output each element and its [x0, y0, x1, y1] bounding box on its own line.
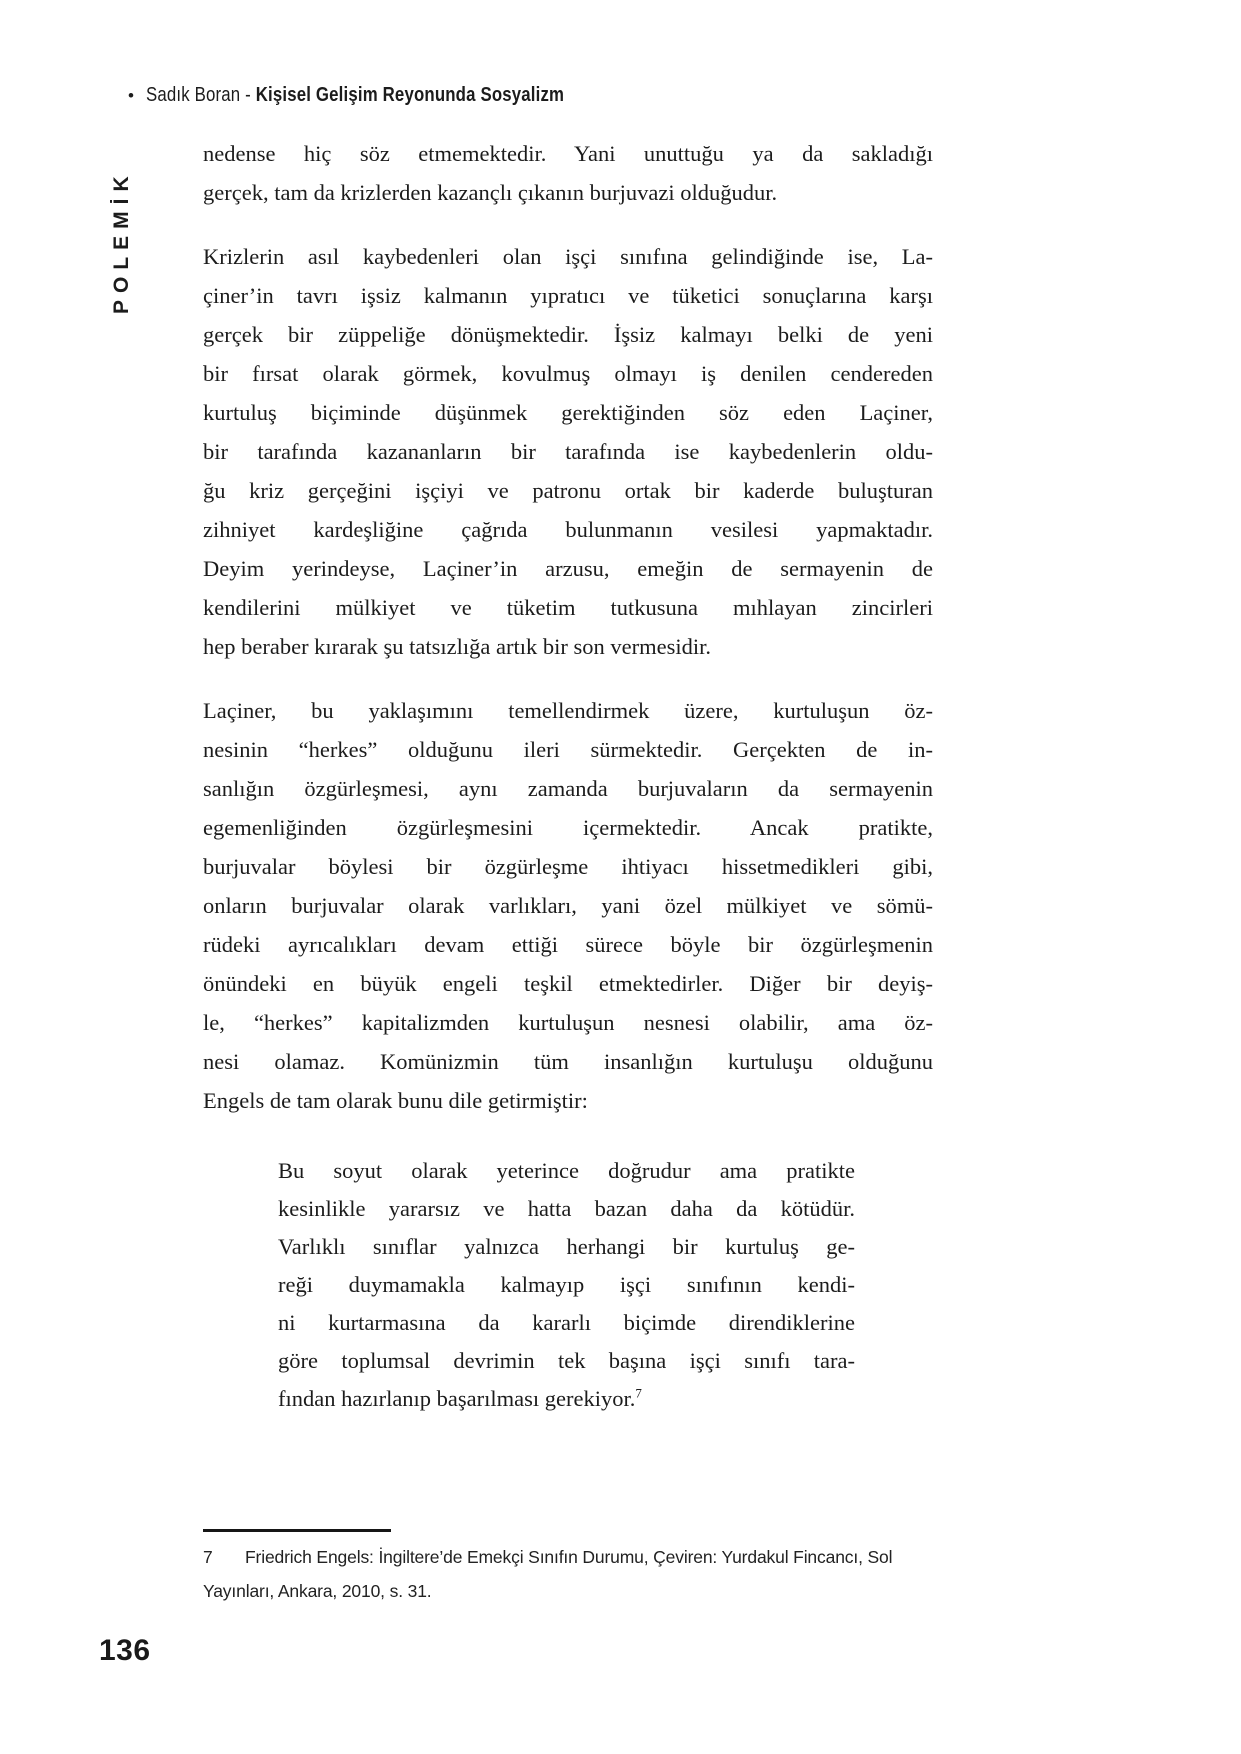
text-line: gerçek bir züppeliğe dönüşmektedir. İşsiz kalmayı belki de yeni [203, 322, 933, 347]
text-line: reği duymamakla kalmayıp işçi sınıfının kendi- [278, 1272, 855, 1297]
text-line: sanlığın özgürleşmesi, aynı zamanda burjuvaların da sermayenin [203, 776, 933, 801]
footnote-divider [203, 1529, 391, 1532]
header-bullet-icon: • [128, 85, 134, 105]
text-line: gerçek, tam da krizlerden kazançlı çıkanın burjuvazi olduğudur. [203, 180, 778, 205]
text-line: egemenliğinden özgürleşmesini içermektedir. Ancak pratikte, [203, 815, 933, 840]
text-line: Engels de tam olarak bunu dile getirmiştir: [203, 1088, 588, 1113]
text-line: kesinlikle yararsız ve hatta bazan daha da kötüdür. [278, 1196, 855, 1221]
quote-last-line-text: fından hazırlanıp başarılması gerekiyor. [278, 1386, 636, 1411]
block-quote [278, 1152, 855, 1418]
header-book-title: Kişisel Gelişim Reyonunda Sosyalizm [255, 84, 565, 106]
text-line: rüdeki ayrıcalıkları devam ettiği sürece böyle bir özgürleşmenin [203, 932, 933, 957]
text-line: kendilerini mülkiyet ve tüketim tutkusuna mıhlayan zincirleri [203, 595, 933, 620]
running-header [128, 84, 644, 107]
paragraph [203, 134, 933, 212]
text-line: bir tarafında kazananların bir tarafında ise kaybedenlerin oldu- [203, 439, 933, 464]
text-line: çiner’in tavrı işsiz kalmanın yıpratıcı ve tüketici sonuçlarına karşı [203, 283, 933, 308]
text-line: zihniyet kardeşliğine çağrıda bulunmanın vesilesi yapmaktadır. [203, 517, 933, 542]
footnote-number: 7 [203, 1547, 213, 1567]
text-line: kurtuluş biçiminde düşünmek gerektiğinden söz eden Laçiner, [203, 400, 933, 425]
text-line: göre toplumsal devrimin tek başına işçi sınıfı tara- [278, 1348, 855, 1373]
text-line: önündeki en büyük engeli teşkil etmektedirler. Diğer bir deyiş- [203, 971, 933, 996]
text-line: bir fırsat olarak görmek, kovulmuş olmayı iş denilen cendereden [203, 361, 933, 386]
text-line: onların burjuvalar olarak varlıkları, yani özel mülkiyet ve sömü- [203, 893, 933, 918]
block-quote-last-line [278, 1380, 855, 1418]
header-separator: - [240, 84, 256, 106]
text-line: hep beraber kırarak şu tatsızlığa artık bir son vermesidir. [203, 634, 711, 659]
footnote-line: Yayınları, Ankara, 2010, s. 31. [203, 1581, 432, 1601]
text-line: nesinin “herkes” olduğunu ileri sürmektedir. Gerçekten de in- [203, 737, 933, 762]
footnote [203, 1540, 951, 1608]
section-margin-label: POLEMİK [110, 169, 133, 314]
text-line: ni kurtarmasına da kararlı biçimde direndiklerine [278, 1310, 855, 1335]
paragraph [203, 691, 933, 1120]
main-text-column [203, 134, 933, 1418]
text-line: Krizlerin asıl kaybedenleri olan işçi sınıfına gelindiğinde ise, La- [203, 244, 933, 269]
text-line: Varlıklı sınıflar yalnızca herhangi bir kurtuluş ge- [278, 1234, 855, 1259]
text-line: ğu kriz gerçeğini işçiyi ve patronu ortak bir kaderde buluşturan [203, 478, 933, 503]
text-line: le, “herkes” kapitalizmden kurtuluşun nesnesi olabilir, ama öz- [203, 1010, 933, 1035]
text-line: nedense hiç söz etmemektedir. Yani unuttuğu ya da sakladığı [203, 141, 933, 166]
footnote-text: Friedrich Engels: İngiltere’de Emekçi Sınıfın Durumu, Çeviren: Yurdakul Fincancı, Sol [245, 1547, 893, 1567]
page-number: 136 [99, 1634, 151, 1667]
paragraph [203, 237, 933, 666]
text-line: Bu soyut olarak yeterince doğrudur ama pratikte [278, 1158, 855, 1183]
text-line: burjuvalar böylesi bir özgürleşme ihtiyacı hissetmedikleri gibi, [203, 854, 933, 879]
text-line: Deyim yerindeyse, Laçiner’in arzusu, emeğin de sermayenin de [203, 556, 933, 581]
text-line: Laçiner, bu yaklaşımını temellendirmek üzere, kurtuluşun öz- [203, 698, 933, 723]
header-author: Sadık Boran [145, 84, 241, 106]
footnote-reference: 7 [635, 1385, 642, 1401]
footnote-line [203, 1540, 951, 1574]
text-line: nesi olamaz. Komünizmin tüm insanlığın kurtuluşu olduğunu [203, 1049, 933, 1074]
header-text [146, 84, 564, 107]
block-quote-lines [278, 1152, 855, 1380]
